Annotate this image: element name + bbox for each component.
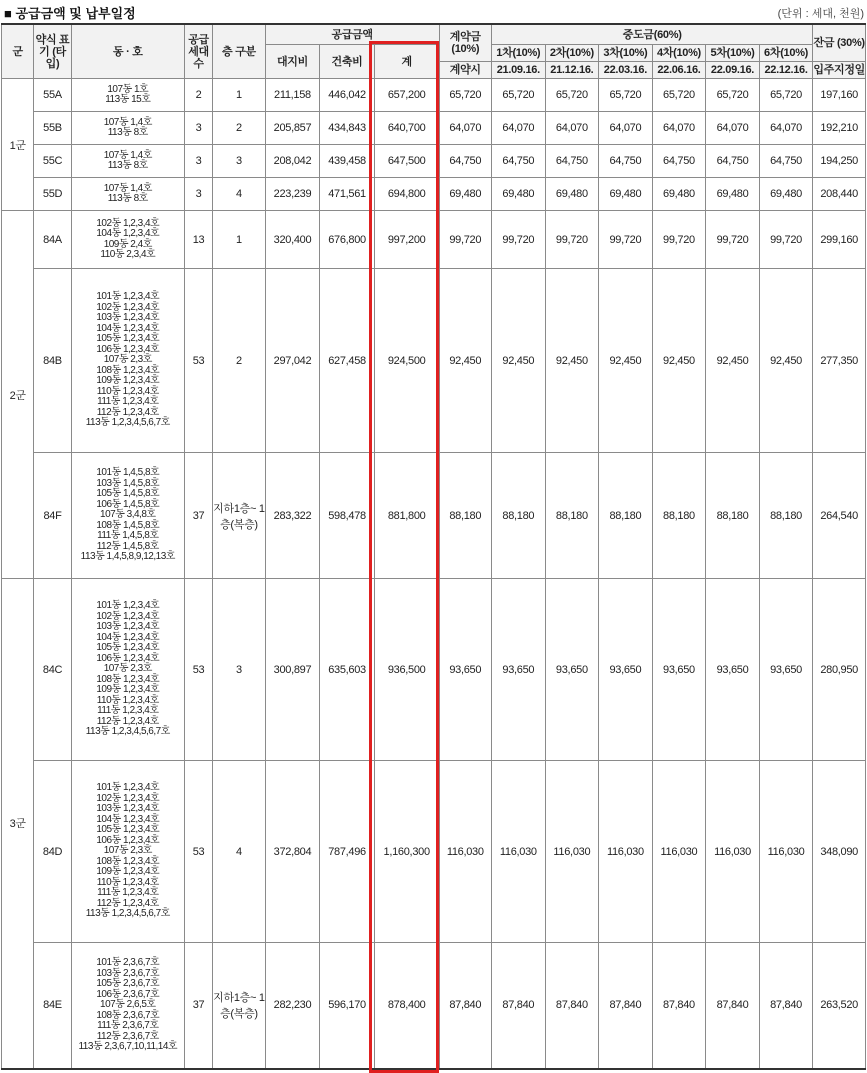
dong-ho-line: 105동 2,3,6,7호 (96, 978, 160, 989)
col-land: 대지비 (265, 45, 320, 79)
interim-cell: 64,750 (599, 145, 653, 178)
dong-ho-line: 112동 1,2,3,4호 (96, 406, 159, 418)
col-interim-date: 22.12.16. (759, 62, 813, 79)
interim-cell: 93,650 (759, 579, 813, 761)
dong-ho-line: 101동 2,3,6,7호 (96, 957, 160, 968)
dong-ho-line: 107동 1호 (107, 83, 149, 95)
balance-cell: 280,950 (813, 579, 866, 761)
floor-cell: 3 (213, 145, 266, 178)
dong-ho-cell (71, 269, 184, 453)
col-interim-round: 1차(10%) (492, 45, 546, 62)
units-cell: 13 (184, 211, 212, 269)
interim-cell: 88,180 (599, 453, 653, 579)
dong-ho-line: 108동 2,3,6,7호 (96, 1009, 160, 1021)
table-row (2, 761, 866, 943)
building-price-cell: 787,496 (320, 761, 375, 943)
floor-cell: 1 (213, 211, 266, 269)
col-floor: 층 구분 (213, 24, 266, 79)
dong-ho-line: 113동 8호 (107, 193, 148, 204)
dong-ho-line: 111동 1,2,3,4호 (97, 705, 159, 717)
dong-ho-line: 103동 1,2,3,4호 (96, 803, 160, 815)
table-row (2, 211, 866, 269)
balance-cell: 264,540 (813, 453, 866, 579)
dong-ho-line: 113동 8호 (107, 127, 148, 138)
dong-ho-line: 103동 2,3,6,7호 (96, 967, 160, 979)
dong-ho-line: 101동 1,2,3,4호 (96, 782, 160, 794)
building-price-cell: 598,478 (320, 453, 375, 579)
land-price-cell: 223,239 (265, 178, 320, 211)
balance-cell: 263,520 (813, 943, 866, 1069)
deposit-cell: 116,030 (439, 761, 492, 943)
interim-cell: 69,480 (599, 178, 653, 211)
table-row (2, 79, 866, 112)
dong-ho-line: 113동 1,2,3,4,5,6,7호 (85, 726, 170, 738)
group-cell: 3군 (2, 579, 34, 1069)
building-price-cell: 446,042 (320, 79, 375, 112)
interim-cell: 92,450 (706, 269, 760, 453)
type-cell: 55A (34, 79, 71, 112)
total-price-cell: 936,500 (374, 579, 439, 761)
table-title: ■ 공급금액 및 납부일정 (4, 6, 136, 21)
col-total: 계 (374, 45, 439, 79)
deposit-cell: 65,720 (439, 79, 492, 112)
deposit-cell: 64,070 (439, 112, 492, 145)
balance-cell: 277,350 (813, 269, 866, 453)
type-cell: 55C (34, 145, 71, 178)
interim-cell: 116,030 (706, 761, 760, 943)
dong-ho-line: 104동 1,2,3,4호 (96, 813, 160, 825)
floor-cell: 3 (213, 579, 266, 761)
total-price-cell: 657,200 (374, 79, 439, 112)
col-deposit-when: 계약시 (439, 62, 492, 79)
land-price-cell: 300,897 (265, 579, 320, 761)
col-type: 약식 표기 (타입) (34, 24, 71, 79)
interim-cell: 69,480 (759, 178, 813, 211)
dong-ho-line: 112동 2,3,6,7호 (96, 1030, 159, 1042)
type-cell: 55B (34, 112, 71, 145)
dong-ho-line: 102동 1,2,3,4호 (96, 301, 160, 313)
interim-cell: 92,450 (599, 269, 653, 453)
floor-cell: 2 (213, 269, 266, 453)
dong-ho-line: 103동 1,2,3,4호 (96, 312, 160, 324)
units-cell: 53 (184, 269, 212, 453)
floor-cell: 4 (213, 178, 266, 211)
dong-ho-line: 102동 1,2,3,4호 (96, 792, 160, 804)
dong-ho-line: 108동 1,2,3,4호 (96, 673, 160, 685)
interim-cell: 64,070 (599, 112, 653, 145)
dong-ho-cell (71, 79, 184, 112)
col-interim-date: 21.12.16. (545, 62, 599, 79)
interim-cell: 92,450 (652, 269, 706, 453)
dong-ho-line: 107동 2,3호 (103, 845, 152, 857)
type-cell: 55D (34, 178, 71, 211)
interim-cell: 69,480 (545, 178, 599, 211)
deposit-cell: 92,450 (439, 269, 492, 453)
dong-ho-line: 102동 1,2,3,4호 (96, 217, 160, 229)
col-deposit: 계약금 (10%) (439, 24, 492, 62)
dong-ho-line: 105동 1,2,3,4호 (96, 642, 160, 654)
deposit-cell: 69,480 (439, 178, 492, 211)
dong-ho-line: 113동 2,3,6,7,10,11,14호 (78, 1041, 178, 1052)
building-price-cell: 434,843 (320, 112, 375, 145)
interim-cell: 64,750 (759, 145, 813, 178)
col-interim-date: 22.09.16. (706, 62, 760, 79)
interim-cell: 64,070 (545, 112, 599, 145)
land-price-cell: 208,042 (265, 145, 320, 178)
units-cell: 53 (184, 761, 212, 943)
dong-ho-line: 108동 1,2,3,4호 (96, 364, 160, 376)
dong-ho-line: 104동 1,2,3,4호 (96, 228, 160, 239)
dong-ho-line: 105동 1,2,3,4호 (96, 824, 160, 836)
deposit-cell: 88,180 (439, 453, 492, 579)
col-interim-date: 22.06.16. (652, 62, 706, 79)
interim-cell: 87,840 (706, 943, 760, 1069)
interim-cell: 88,180 (706, 453, 760, 579)
table-head (2, 24, 866, 79)
col-supply-price: 공급금액 (265, 24, 439, 45)
total-price-cell: 694,800 (374, 178, 439, 211)
col-interim-round: 3차(10%) (599, 45, 653, 62)
floor-cell: 2 (213, 112, 266, 145)
total-price-cell: 1,160,300 (374, 761, 439, 943)
dong-ho-line: 106동 1,2,3,4호 (96, 834, 160, 846)
dong-ho-line: 111동 1,2,3,4호 (97, 396, 159, 408)
building-price-cell: 676,800 (320, 211, 375, 269)
dong-ho-line: 107동 1,4호 (103, 116, 152, 128)
balance-cell: 299,160 (813, 211, 866, 269)
table-header-bar (4, 2, 864, 22)
interim-cell: 99,720 (652, 211, 706, 269)
interim-cell: 64,750 (545, 145, 599, 178)
total-price-cell: 647,500 (374, 145, 439, 178)
interim-cell: 99,720 (706, 211, 760, 269)
col-balance-when: 입주지정일 (813, 62, 866, 79)
total-price-cell: 924,500 (374, 269, 439, 453)
land-price-cell: 297,042 (265, 269, 320, 453)
dong-ho-line: 107동 2,6,5호 (100, 999, 156, 1010)
interim-cell: 64,070 (492, 112, 546, 145)
total-price-cell: 878,400 (374, 943, 439, 1069)
interim-cell: 64,070 (652, 112, 706, 145)
type-cell: 84F (34, 453, 71, 579)
col-building: 건축비 (320, 45, 375, 79)
dong-ho-line: 105동 1,4,5,8호 (96, 488, 160, 500)
dong-ho-line: 111동 2,3,6,7호 (97, 1020, 159, 1031)
units-cell: 37 (184, 453, 212, 579)
dong-ho-line: 104동 1,2,3,4호 (96, 631, 160, 643)
interim-cell: 93,650 (652, 579, 706, 761)
dong-ho-line: 110동 1,2,3,4호 (96, 876, 159, 888)
interim-cell: 99,720 (759, 211, 813, 269)
building-price-cell: 596,170 (320, 943, 375, 1069)
interim-cell: 93,650 (545, 579, 599, 761)
land-price-cell: 211,158 (265, 79, 320, 112)
balance-cell: 197,160 (813, 79, 866, 112)
balance-cell: 192,210 (813, 112, 866, 145)
interim-cell: 87,840 (545, 943, 599, 1069)
dong-ho-line: 113동 15호 (105, 94, 151, 105)
dong-ho-line: 101동 1,2,3,4호 (96, 291, 160, 303)
table-row (2, 453, 866, 579)
interim-cell: 116,030 (599, 761, 653, 943)
table-row (2, 579, 866, 761)
interim-cell: 116,030 (759, 761, 813, 943)
floor-cell: 지하1층~ 1층(복층) (213, 943, 266, 1069)
col-interim-round: 5차(10%) (706, 45, 760, 62)
dong-ho-line: 113동 1,2,3,4,5,6,7호 (85, 908, 170, 920)
interim-cell: 65,720 (545, 79, 599, 112)
balance-cell: 348,090 (813, 761, 866, 943)
building-price-cell: 627,458 (320, 269, 375, 453)
total-price-cell: 640,700 (374, 112, 439, 145)
dong-ho-cell (71, 453, 184, 579)
table-row (2, 145, 866, 178)
interim-cell: 93,650 (706, 579, 760, 761)
interim-cell: 87,840 (652, 943, 706, 1069)
dong-ho-line: 103동 1,4,5,8호 (96, 477, 160, 489)
dong-ho-line: 112동 1,2,3,4호 (96, 715, 159, 727)
dong-ho-line: 107동 2,3호 (103, 354, 152, 366)
interim-cell: 88,180 (759, 453, 813, 579)
group-cell: 1군 (2, 79, 34, 211)
col-supply-units: 공급 세대 수 (184, 24, 212, 79)
col-interim-date: 21.09.16. (492, 62, 546, 79)
interim-cell: 69,480 (492, 178, 546, 211)
interim-cell: 65,720 (652, 79, 706, 112)
dong-ho-line: 109동 1,2,3,4호 (96, 375, 160, 387)
interim-cell: 65,720 (706, 79, 760, 112)
interim-cell: 64,750 (652, 145, 706, 178)
type-cell: 84C (34, 579, 71, 761)
dong-ho-line: 109동 2,4호 (103, 238, 152, 250)
interim-cell: 92,450 (545, 269, 599, 453)
land-price-cell: 372,804 (265, 761, 320, 943)
land-price-cell: 205,857 (265, 112, 320, 145)
total-price-cell: 997,200 (374, 211, 439, 269)
dong-ho-cell (71, 579, 184, 761)
interim-cell: 87,840 (759, 943, 813, 1069)
interim-cell: 64,070 (759, 112, 813, 145)
dong-ho-line: 106동 1,4,5,8호 (96, 498, 160, 510)
col-balance: 잔금 (30%) (813, 24, 866, 62)
dong-ho-line: 105동 1,2,3,4호 (96, 333, 160, 345)
interim-cell: 88,180 (652, 453, 706, 579)
dong-ho-line: 109동 1,2,3,4호 (96, 684, 160, 696)
dong-ho-cell (71, 761, 184, 943)
dong-ho-line: 107동 2,3호 (103, 663, 152, 675)
units-cell: 2 (184, 79, 212, 112)
interim-cell: 92,450 (492, 269, 546, 453)
type-cell: 84B (34, 269, 71, 453)
floor-cell: 4 (213, 761, 266, 943)
building-price-cell: 471,561 (320, 178, 375, 211)
col-group: 군 (2, 24, 34, 79)
dong-ho-line: 113동 1,4,5,8,9,12,13호 (80, 551, 175, 563)
interim-cell: 116,030 (492, 761, 546, 943)
floor-cell: 1 (213, 79, 266, 112)
deposit-cell: 87,840 (439, 943, 492, 1069)
col-interim-round: 6차(10%) (759, 45, 813, 62)
deposit-cell: 93,650 (439, 579, 492, 761)
interim-cell: 64,750 (492, 145, 546, 178)
col-dong-ho: 동 · 호 (71, 24, 184, 79)
balance-cell: 208,440 (813, 178, 866, 211)
dong-ho-line: 110동 1,2,3,4호 (96, 385, 159, 397)
dong-ho-cell (71, 112, 184, 145)
dong-ho-line: 107동 3,4,8호 (100, 509, 156, 521)
dong-ho-line: 113동 8호 (107, 160, 148, 171)
units-cell: 3 (184, 112, 212, 145)
building-price-cell: 635,603 (320, 579, 375, 761)
dong-ho-cell (71, 178, 184, 211)
dong-ho-line: 102동 1,2,3,4호 (96, 610, 160, 622)
dong-ho-line: 113동 1,2,3,4,5,6,7호 (85, 417, 170, 429)
table-row (2, 943, 866, 1069)
type-cell: 84D (34, 761, 71, 943)
units-cell: 53 (184, 579, 212, 761)
floor-cell: 지하1층~ 1층(복층) (213, 453, 266, 579)
dong-ho-cell (71, 943, 184, 1069)
interim-cell: 64,070 (706, 112, 760, 145)
interim-cell: 87,840 (492, 943, 546, 1069)
dong-ho-line: 112동 1,4,5,8호 (96, 540, 159, 552)
table-row (2, 178, 866, 211)
col-interim-date: 22.03.16. (599, 62, 653, 79)
dong-ho-line: 111동 1,2,3,4호 (97, 887, 159, 899)
land-price-cell: 283,322 (265, 453, 320, 579)
land-price-cell: 320,400 (265, 211, 320, 269)
units-cell: 3 (184, 178, 212, 211)
interim-cell: 116,030 (545, 761, 599, 943)
total-price-cell: 881,800 (374, 453, 439, 579)
unit-note: (단위 : 세대, 천원) (777, 8, 864, 20)
interim-cell: 87,840 (599, 943, 653, 1069)
dong-ho-cell (71, 145, 184, 178)
dong-ho-line: 101동 1,4,5,8호 (96, 467, 160, 479)
dong-ho-line: 104동 1,2,3,4호 (96, 322, 160, 334)
interim-cell: 99,720 (599, 211, 653, 269)
col-interim-round: 4차(10%) (652, 45, 706, 62)
interim-cell: 92,450 (759, 269, 813, 453)
interim-cell: 69,480 (706, 178, 760, 211)
building-price-cell: 439,458 (320, 145, 375, 178)
dong-ho-line: 106동 2,3,6,7호 (96, 988, 160, 1000)
type-cell: 84E (34, 943, 71, 1069)
interim-cell: 88,180 (545, 453, 599, 579)
interim-cell: 65,720 (759, 79, 813, 112)
units-cell: 37 (184, 943, 212, 1069)
supply-price-table (1, 23, 866, 1070)
table-body (2, 79, 866, 1069)
dong-ho-line: 110동 1,2,3,4호 (96, 694, 159, 706)
col-interim: 중도금(60%) (492, 24, 813, 45)
dong-ho-line: 106동 1,2,3,4호 (96, 652, 160, 664)
dong-ho-line: 111동 1,4,5,8호 (97, 530, 159, 542)
dong-ho-line: 109동 1,2,3,4호 (96, 866, 160, 878)
deposit-cell: 64,750 (439, 145, 492, 178)
interim-cell: 88,180 (492, 453, 546, 579)
interim-cell: 64,750 (706, 145, 760, 178)
interim-cell: 93,650 (492, 579, 546, 761)
interim-cell: 69,480 (652, 178, 706, 211)
col-interim-round: 2차(10%) (545, 45, 599, 62)
table-row (2, 269, 866, 453)
dong-ho-line: 106동 1,2,3,4호 (96, 343, 160, 355)
balance-cell: 194,250 (813, 145, 866, 178)
interim-cell: 65,720 (599, 79, 653, 112)
dong-ho-line: 108동 1,4,5,8호 (96, 519, 160, 531)
interim-cell: 65,720 (492, 79, 546, 112)
dong-ho-line: 110동 2,3,4호 (100, 249, 156, 260)
dong-ho-line: 103동 1,2,3,4호 (96, 621, 160, 633)
units-cell: 3 (184, 145, 212, 178)
dong-ho-line: 101동 1,2,3,4호 (96, 600, 160, 612)
land-price-cell: 282,230 (265, 943, 320, 1069)
deposit-cell: 99,720 (439, 211, 492, 269)
dong-ho-line: 112동 1,2,3,4호 (96, 897, 159, 909)
interim-cell: 93,650 (599, 579, 653, 761)
dong-ho-line: 107동 1,4호 (103, 182, 152, 194)
interim-cell: 116,030 (652, 761, 706, 943)
dong-ho-line: 108동 1,2,3,4호 (96, 855, 160, 867)
table-row (2, 112, 866, 145)
dong-ho-line: 107동 1,4호 (103, 149, 152, 161)
interim-cell: 99,720 (492, 211, 546, 269)
dong-ho-cell (71, 211, 184, 269)
interim-cell: 99,720 (545, 211, 599, 269)
type-cell: 84A (34, 211, 71, 269)
group-cell: 2군 (2, 211, 34, 579)
